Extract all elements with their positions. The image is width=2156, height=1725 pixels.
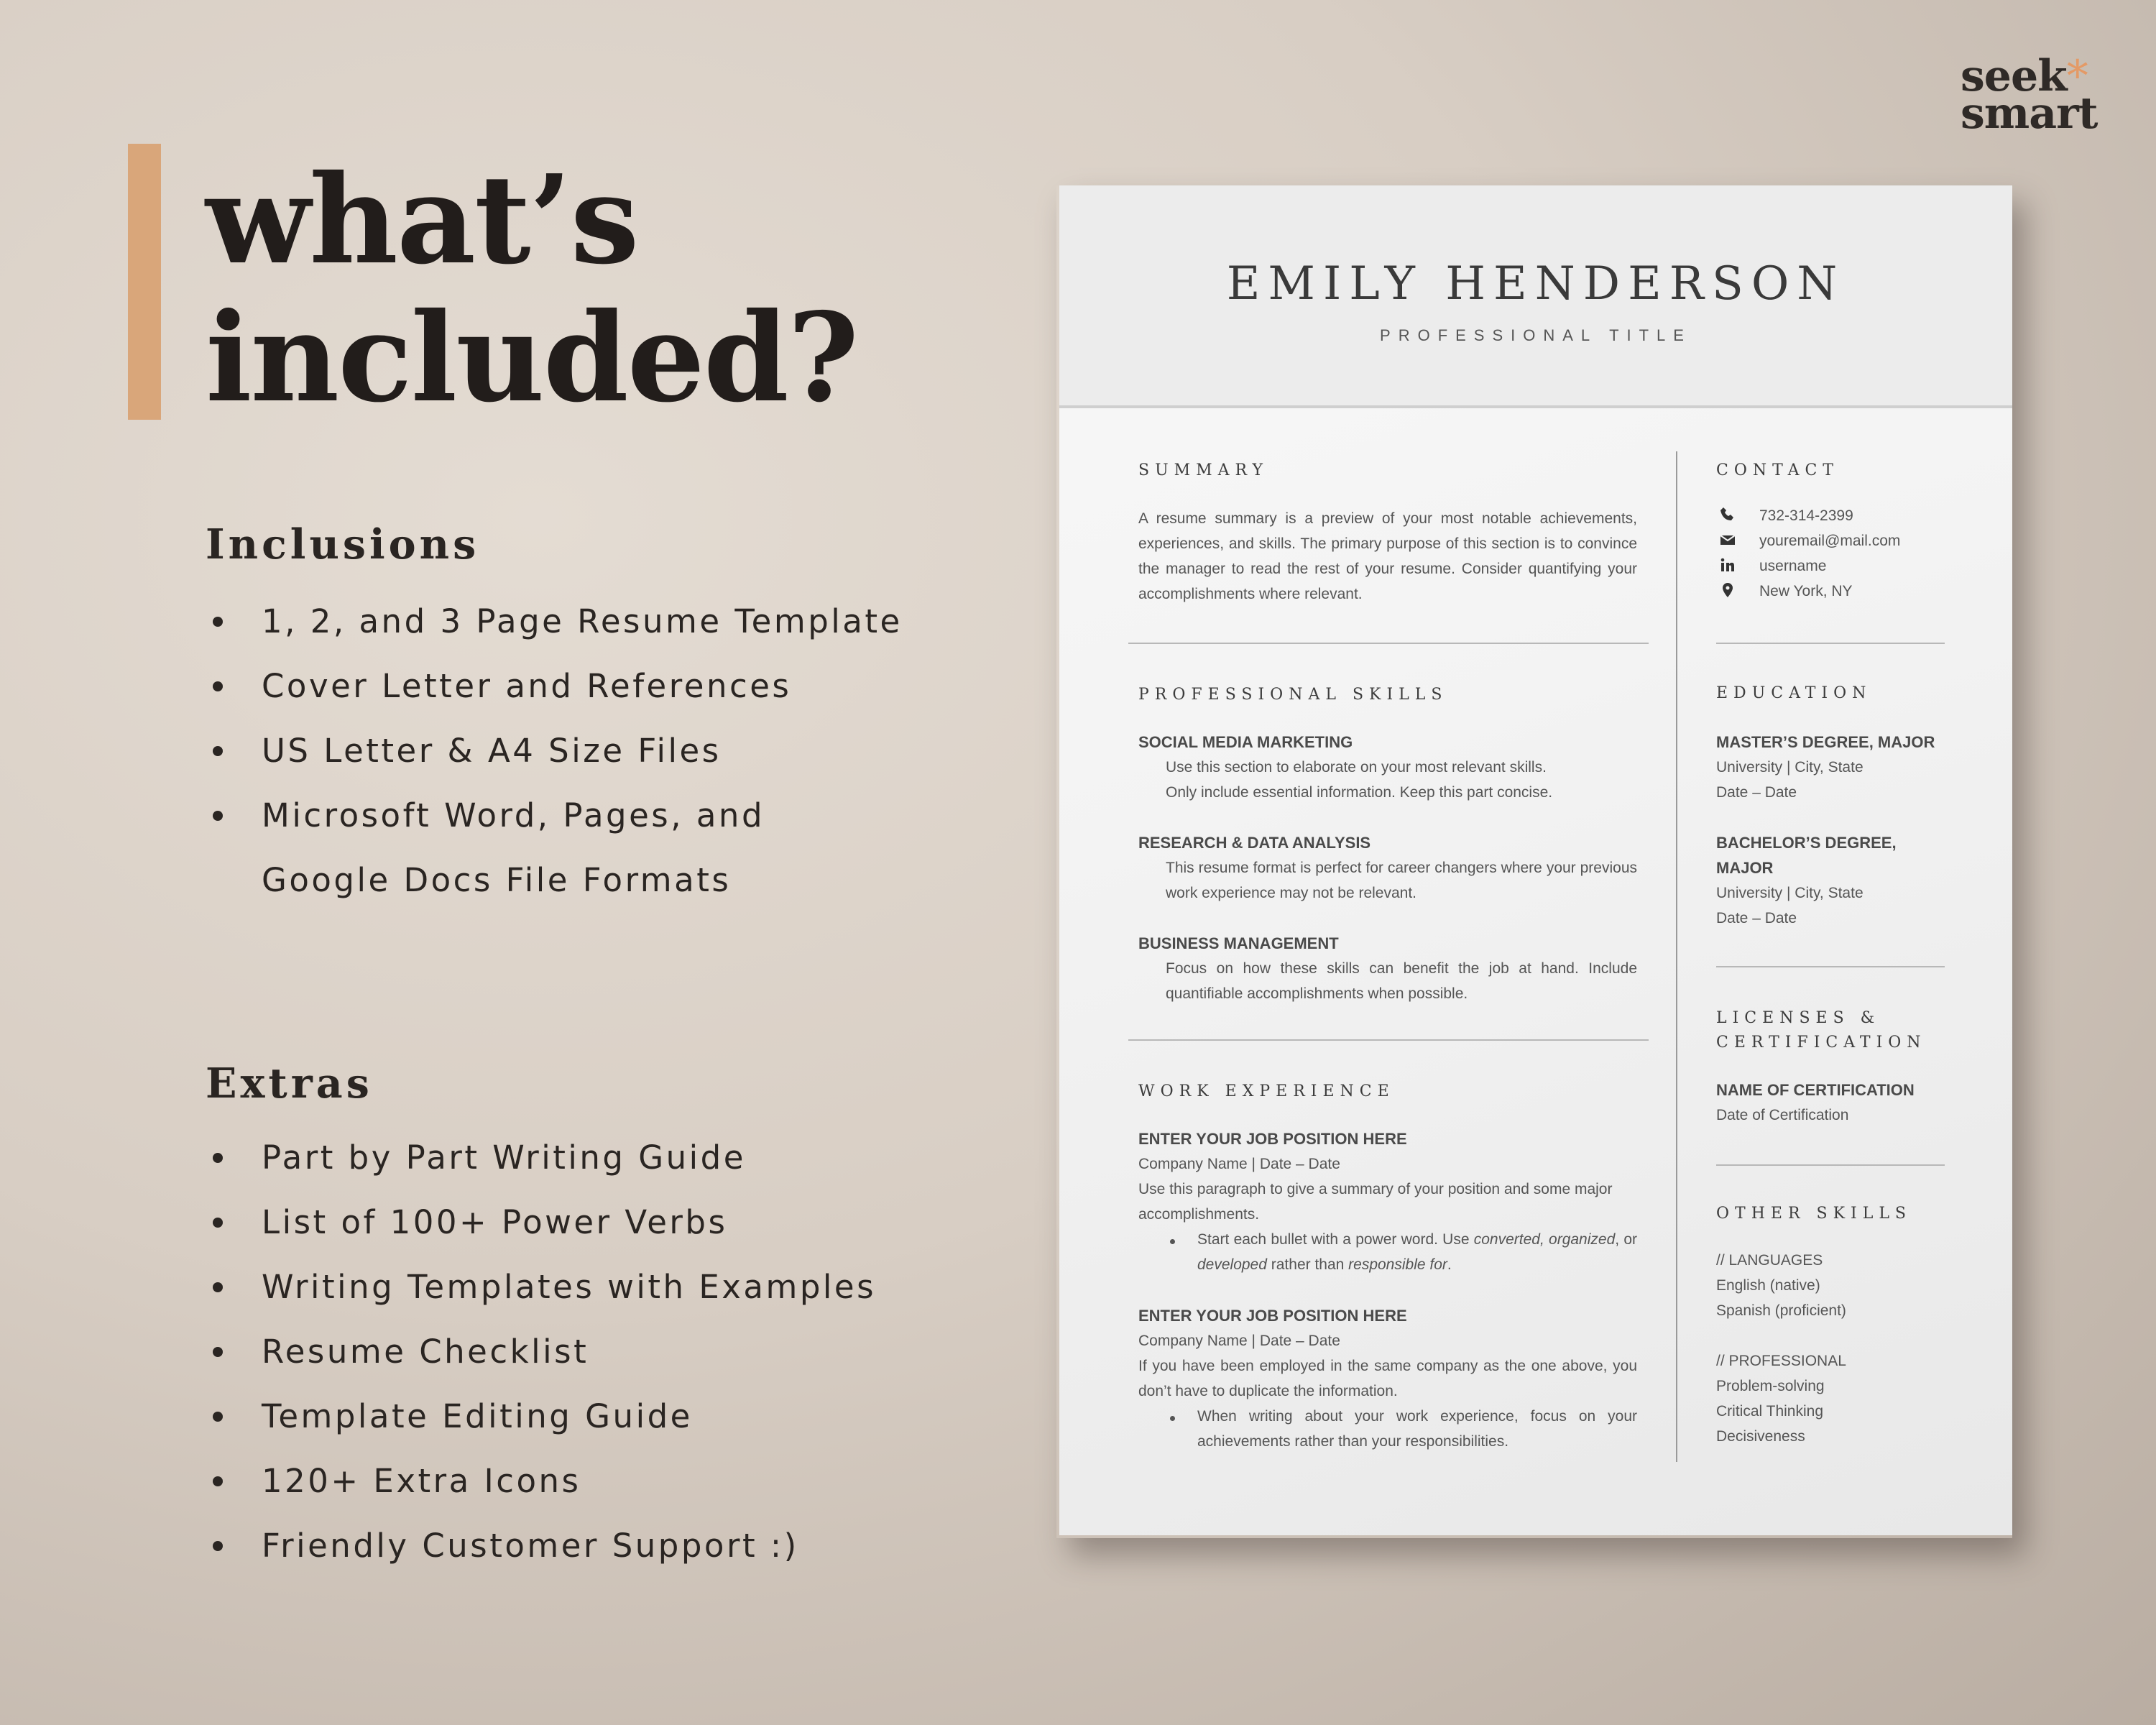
- job-company: Company Name | Date – Date: [1138, 1156, 1340, 1172]
- section-divider: [1128, 643, 1649, 644]
- list-item: Friendly Customer Support :): [206, 1514, 876, 1578]
- job-bullet: Start each bullet with a power word. Use converted, organized, or developed rather than responsible for.: [1197, 1231, 1637, 1273]
- headline-line-2: included?: [206, 286, 858, 430]
- bullet-icon: [213, 1476, 223, 1486]
- job-position: ENTER YOUR JOB POSITION HERE: [1138, 1307, 1407, 1325]
- other-skills-heading: OTHER SKILLS: [1716, 1205, 1912, 1223]
- seeksmart-logo: [1961, 51, 2098, 139]
- skill-name: RESEARCH & DATA ANALYSIS: [1138, 834, 1371, 852]
- list-item: Part by Part Writing Guide: [206, 1126, 876, 1190]
- list-item: Resume Checklist: [206, 1320, 876, 1384]
- contact-phone: 732-314-2399: [1759, 507, 1853, 524]
- logo-line-2: smart: [1961, 88, 2098, 139]
- linkedin-icon: [1719, 556, 1736, 574]
- licenses-heading: CERTIFICATION: [1716, 1034, 1927, 1052]
- skill-group-label: // LANGUAGES: [1716, 1252, 1823, 1269]
- skill-item: Spanish (proficient): [1716, 1302, 1846, 1319]
- inclusions-list: [206, 589, 903, 913]
- list-item: Writing Templates with Examples: [206, 1255, 876, 1320]
- skill-name: BUSINESS MANAGEMENT: [1138, 934, 1339, 952]
- bullet-icon: [213, 681, 223, 691]
- skill-group-label: // PROFESSIONAL: [1716, 1353, 1846, 1369]
- dates: Date – Date: [1716, 910, 1797, 926]
- asterisk-icon: *: [2066, 51, 2088, 101]
- summary-text: A resume summary is a preview of your most notable achievements, experiences, and skills. The primary purpose of this section is to convince the manager to read the rest of your resume. Consider quantifying your accomplishments where relevant.: [1138, 510, 1637, 602]
- licenses-heading: LICENSES &: [1716, 1009, 1881, 1027]
- bullet-icon: [213, 1153, 223, 1163]
- bullet-icon: [213, 1541, 223, 1551]
- skill-item: Decisiveness: [1716, 1428, 1805, 1445]
- bullet-icon: [213, 1282, 223, 1292]
- skill-description: Only include essential information. Keep this part concise.: [1166, 784, 1553, 801]
- list-item: Microsoft Word, Pages, and: [206, 783, 903, 848]
- skill-item: English (native): [1716, 1277, 1820, 1294]
- list-item-continued: Google Docs File Formats: [262, 861, 732, 899]
- inclusions-title: Inclusions: [206, 520, 480, 569]
- bullet-icon: [213, 1412, 223, 1422]
- education-heading: EDUCATION: [1716, 684, 1872, 702]
- school: University | City, State: [1716, 885, 1864, 901]
- job-bullet: When writing about your work experience, focus on your achievements rather than your responsibilities.: [1197, 1408, 1637, 1450]
- contact-email: youremail@mail.com: [1759, 533, 1901, 549]
- logo-line-1: seek: [1961, 51, 2067, 101]
- job-summary: Use this paragraph to give a summary of your position and some major accomplishments.: [1138, 1181, 1613, 1223]
- job-summary: If you have been employed in the same company as the one above, you don’t have to duplicate the information.: [1138, 1358, 1637, 1399]
- contact-location: New York, NY: [1759, 583, 1853, 599]
- location-pin-icon: [1719, 581, 1736, 599]
- skill-name: SOCIAL MEDIA MARKETING: [1138, 733, 1353, 751]
- degree: MAJOR: [1716, 859, 1774, 877]
- phone-icon: [1719, 506, 1736, 523]
- dates: Date – Date: [1716, 784, 1797, 801]
- degree: MASTER’S DEGREE, MAJOR: [1716, 733, 1935, 751]
- bullet-icon: [213, 811, 223, 821]
- list-item: US Letter & A4 Size Files: [206, 719, 903, 783]
- resume-name: EMILY HENDERSON: [1226, 257, 1846, 310]
- resume-professional-title: PROFESSIONAL TITLE: [1380, 326, 1692, 344]
- bullet-icon: [213, 617, 223, 627]
- skill-item: Critical Thinking: [1716, 1403, 1823, 1420]
- bullet-icon: [213, 746, 223, 756]
- section-divider: [1716, 966, 1945, 967]
- accent-bar: [128, 144, 161, 420]
- skill-description: This resume format is perfect for career changers where your previous work experience may not be relevant.: [1166, 860, 1637, 901]
- extras-title: Extras: [206, 1059, 373, 1108]
- skill-item: Problem-solving: [1716, 1378, 1825, 1394]
- bullet-icon: [213, 1347, 223, 1357]
- section-divider: [1716, 643, 1945, 644]
- school: University | City, State: [1716, 759, 1864, 776]
- list-item: Cover Letter and References: [206, 654, 903, 719]
- list-item: 1, 2, and 3 Page Resume Template: [206, 589, 903, 654]
- list-item: Template Editing Guide: [206, 1384, 876, 1449]
- section-divider: [1128, 1039, 1649, 1041]
- headline: [206, 148, 858, 430]
- summary-heading: SUMMARY: [1138, 461, 1268, 479]
- degree: BACHELOR’S DEGREE,: [1716, 834, 1897, 852]
- extras-list: [206, 1126, 876, 1578]
- certification-date: Date of Certification: [1716, 1107, 1849, 1123]
- skill-description: Focus on how these skills can benefit the job at hand. Include quantifiable accomplishments when possible.: [1166, 960, 1637, 1002]
- list-item: List of 100+ Power Verbs: [206, 1190, 876, 1255]
- headline-line-1: what’s: [206, 148, 638, 292]
- job-company: Company Name | Date – Date: [1138, 1333, 1340, 1349]
- section-divider: [1716, 1164, 1945, 1166]
- list-item: 120+ Extra Icons: [206, 1449, 876, 1514]
- bullet-icon: [213, 1218, 223, 1228]
- email-icon: [1719, 531, 1736, 548]
- contact-linkedin: username: [1759, 558, 1827, 574]
- contact-heading: CONTACT: [1716, 461, 1839, 479]
- skill-description: Use this section to elaborate on your most relevant skills.: [1166, 759, 1547, 776]
- job-position: ENTER YOUR JOB POSITION HERE: [1138, 1130, 1407, 1148]
- skills-heading: PROFESSIONAL SKILLS: [1138, 686, 1448, 704]
- bullet-icon: [1170, 1239, 1175, 1244]
- resume-page: [1059, 185, 2012, 1535]
- column-divider: [1676, 451, 1677, 1462]
- bullet-icon: [1170, 1416, 1175, 1421]
- work-heading: WORK EXPERIENCE: [1138, 1082, 1395, 1100]
- resume-header: [1059, 185, 2012, 408]
- certification-name: NAME OF CERTIFICATION: [1716, 1081, 1915, 1099]
